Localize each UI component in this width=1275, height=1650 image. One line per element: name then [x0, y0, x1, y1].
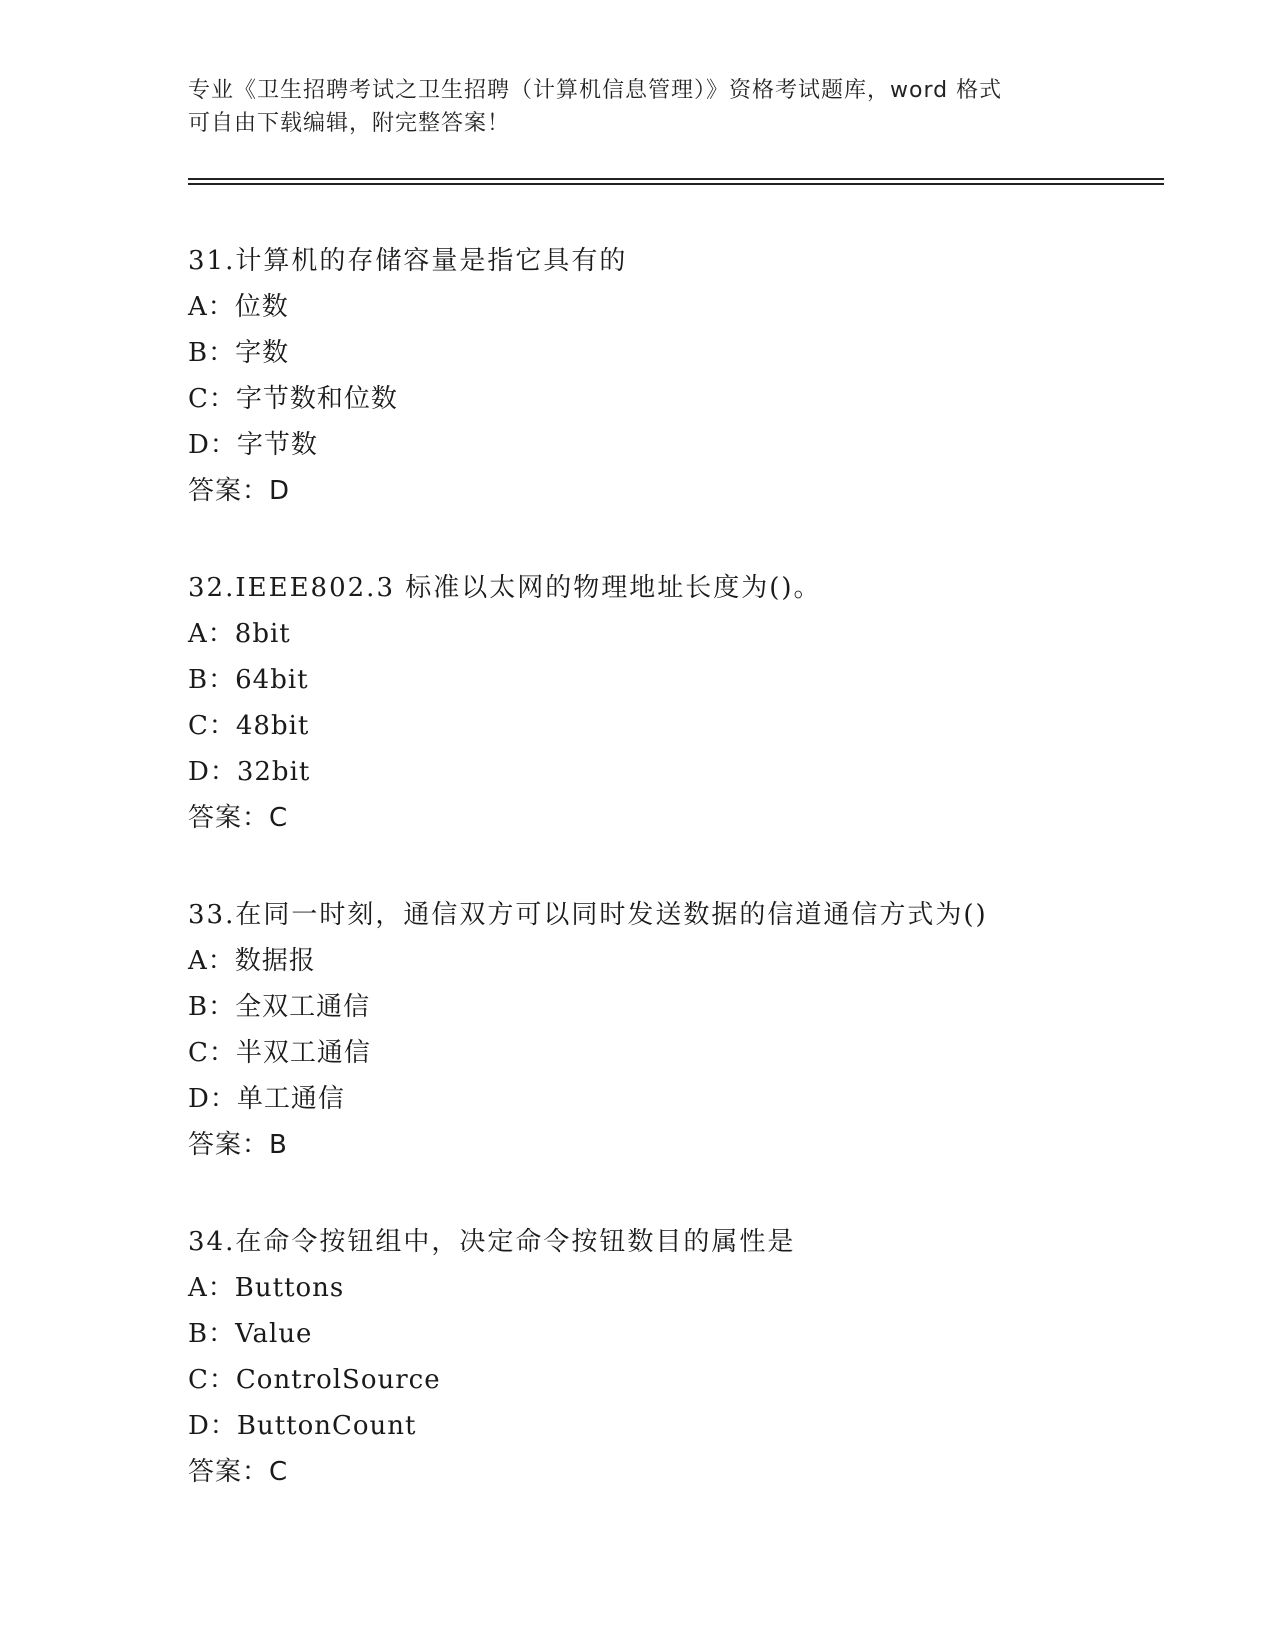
question-33: [188, 892, 1148, 1168]
option-c: C：ControlSource: [188, 1365, 441, 1395]
answer-label: 答案：C: [188, 1457, 289, 1487]
option-a: A：位数: [188, 292, 289, 322]
option-a: A：Buttons: [188, 1273, 345, 1303]
option-c: C：48bit: [188, 711, 310, 741]
option-a: A：8bit: [188, 619, 291, 649]
option-c: C：字节数和位数: [188, 384, 398, 414]
question-list: [188, 238, 1148, 1546]
option-d: D：字节数: [188, 430, 318, 460]
question-32: [188, 565, 1148, 841]
option-d: D：32bit: [188, 757, 311, 787]
option-d: D：ButtonCount: [188, 1411, 417, 1441]
question-text: 31.计算机的存储容量是指它具有的: [188, 246, 628, 276]
option-c: C：半双工通信: [188, 1038, 371, 1068]
document-header: [188, 74, 1088, 140]
option-b: B：64bit: [188, 665, 309, 695]
header-line-2: 可自由下载编辑，附完整答案！: [188, 111, 511, 136]
option-b: B：Value: [188, 1319, 313, 1349]
header-line-1: 专业《卫生招聘考试之卫生招聘（计算机信息管理）》资格考试题库，word 格式: [188, 78, 1003, 103]
option-a: A：数据报: [188, 946, 316, 976]
question-34: [188, 1219, 1148, 1495]
answer-label: 答案：C: [188, 803, 289, 833]
header-divider-top: [188, 178, 1164, 180]
answer-label: 答案：D: [188, 476, 291, 506]
answer-label: 答案：B: [188, 1130, 288, 1160]
option-b: B：全双工通信: [188, 992, 371, 1022]
question-text: 32.IEEE802.3 标准以太网的物理地址长度为()。: [188, 573, 822, 603]
option-d: D：单工通信: [188, 1084, 345, 1114]
question-31: [188, 238, 1148, 514]
option-b: B：字数: [188, 338, 290, 368]
question-text: 34.在命令按钮组中，决定命令按钮数目的属性是: [188, 1227, 796, 1257]
header-divider-bottom: [188, 183, 1164, 185]
question-text: 33.在同一时刻，通信双方可以同时发送数据的信道通信方式为(): [188, 900, 988, 930]
